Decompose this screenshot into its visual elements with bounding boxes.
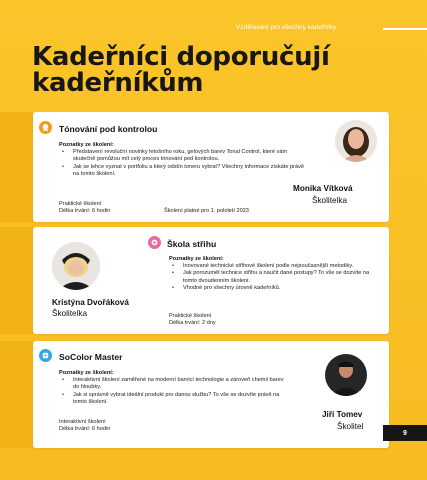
title-line-2: kadeřníkům [32, 68, 204, 98]
notes-list [59, 377, 289, 407]
course-type: Praktické školení [169, 313, 212, 319]
list-item: • Vhodné pro všechny úrovně kadeřníků. [169, 285, 381, 292]
trainer-avatar [335, 120, 377, 162]
course-validity: Školení platné pro 1. pololetí 2023 [164, 208, 249, 214]
course-card-socolor [33, 341, 389, 448]
list-item: • Jak se lehce vyznat v portfoliu a který odstín toneru vybrat? Všechny informace získáte právě na tomto školení. [59, 164, 306, 179]
blue-socolor-icon [39, 349, 52, 362]
list-item: • Představení revoluční novinky letošního roku, gelových barev Tonal Control, které vám skutečně pomůžou mít celý proces tónování pod kontrolou. [59, 149, 306, 164]
title-line-1: Kadeřníci doporučují [32, 42, 330, 72]
course-duration: Délka trvání: 6 hodin [59, 426, 111, 432]
trainer-name: Monika Vítková [293, 184, 353, 193]
list-item: • Jak si správně vybrat ideální produkt pro danou službu? To vše se dozvíte právě na tomto školení. [59, 392, 289, 407]
trainer-name: Kristýna Dvořáková [52, 298, 129, 307]
course-title: SoColor Master [59, 352, 123, 362]
list-item: • Interaktivní školení zaměřené na moderní barvicí technologie a zároveň chemii barev do hloubky. [59, 377, 289, 392]
list-item: • Jak porozumět technice střihu a naučit dané postupy? To vše se dozvíte na tomto dvoudenním školení. [169, 270, 381, 285]
course-title: Tónování pod kontrolou [59, 124, 158, 134]
list-item: • Inovované technické střihové školení podle nejsoučasnější metodiky. [169, 263, 381, 270]
page-title [32, 44, 330, 96]
trainer-avatar [325, 354, 367, 396]
header-rule [383, 28, 427, 30]
course-duration: Délka trvání: 6 hodin [59, 208, 111, 214]
orange-medal-icon [39, 121, 52, 134]
header-tagline: Vzdělávání pro všechny kadeřníky [236, 24, 337, 31]
notes-list [169, 263, 381, 293]
trainer-name: Jiří Tomev [322, 410, 363, 419]
notes-label: Poznatky ze školení: [59, 370, 114, 376]
course-title: Škola střihu [167, 239, 217, 249]
trainer-role: Školitelka [312, 196, 348, 205]
left-shade-mid [0, 227, 33, 334]
trainer-role: Školitelka [52, 309, 88, 318]
course-card-toning [33, 112, 389, 222]
course-type: Interaktivní školení [59, 419, 106, 425]
notes-label: Poznatky ze školení: [169, 256, 224, 262]
trainer-role: Školitel [337, 422, 364, 431]
left-shade-top [0, 112, 33, 222]
trainer-avatar [52, 242, 100, 290]
course-type: Praktické školení [59, 201, 102, 207]
notes-list [59, 149, 306, 179]
page-number: 9 [383, 425, 427, 441]
course-duration: Délka trvání: 2 dny [169, 320, 216, 326]
pink-flower-icon [148, 236, 161, 249]
left-shade-bottom [0, 341, 33, 448]
course-card-cutting [33, 227, 389, 334]
notes-label: Poznatky ze školení: [59, 142, 114, 148]
